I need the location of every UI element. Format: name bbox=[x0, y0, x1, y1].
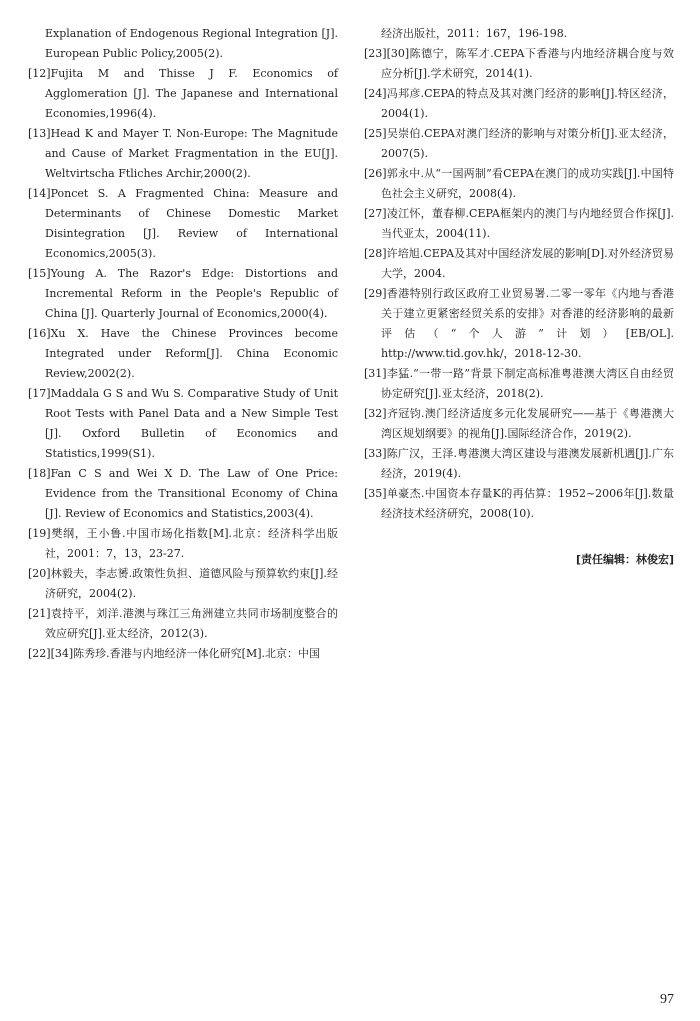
reference-text: 凌江怀，董春柳.CEPA框架内的澳门与内地经贸合作探[J].当代亚太，2004(11). bbox=[381, 207, 674, 240]
responsible-editor-note: [责任编辑：林俊宏] bbox=[575, 553, 674, 566]
page-number: 97 bbox=[660, 992, 674, 1007]
reference-entry bbox=[364, 24, 674, 44]
reference-number: [12] bbox=[28, 67, 51, 80]
reference-text: 林毅夫，李志赟.政策性负担、道德风险与预算软约束[J].经济研究，2004(2). bbox=[45, 567, 338, 600]
reference-entry bbox=[28, 264, 338, 324]
reference-entry bbox=[364, 444, 674, 484]
reference-entry bbox=[28, 464, 338, 524]
reference-text: Fan C S and Wei X D. The Law of One Price: Evidence from the Transitional Economy of China [J]. Review of Economics and Statistics,2003(4). bbox=[45, 467, 338, 520]
reference-entry bbox=[28, 604, 338, 644]
reference-entry bbox=[28, 24, 338, 64]
references-right-column bbox=[364, 24, 674, 524]
reference-text: Poncet S. A Fragmented China: Measure and Determinants of Chinese Domestic Market Disintegration [J]. Review of International Economics,2005(3). bbox=[45, 187, 338, 260]
reference-entry bbox=[364, 364, 674, 404]
reference-text: 袁持平，刘洋.港澳与珠江三角洲建立共同市场制度整合的效应研究[J].亚太经济，2012(3). bbox=[45, 607, 338, 640]
reference-number: [32] bbox=[364, 407, 387, 420]
reference-number: [18] bbox=[28, 467, 51, 480]
reference-entry bbox=[28, 384, 338, 464]
reference-entry bbox=[364, 204, 674, 244]
reference-text: 齐冠钧.澳门经济适度多元化发展研究——基于《粤港澳大湾区规划纲要》的视角[J].国际经济合作，2019(2). bbox=[381, 407, 674, 440]
reference-text: 香港特别行政区政府工业贸易署.二零一零年《内地与香港关于建立更紧密经贸关系的安排》对香港的经济影响的最新评估（“个人游”计划）[EB/OL]. http://www.tid.gov.hk/，2018-12-30. bbox=[381, 287, 674, 360]
reference-entry bbox=[364, 404, 674, 444]
reference-entry bbox=[364, 164, 674, 204]
reference-entry bbox=[364, 244, 674, 284]
references-left-column bbox=[28, 24, 338, 664]
reference-text: 陈德宁，陈军才.CEPA下香港与内地经济耦合度与效应分析[J].学术研究，2014(1). bbox=[381, 47, 674, 80]
reference-number: [14] bbox=[28, 187, 51, 200]
reference-number: [33] bbox=[364, 447, 387, 460]
reference-text: 樊纲，王小鲁.中国市场化指数[M].北京：经济科学出版社，2001：7，13，23-27. bbox=[45, 527, 338, 560]
reference-text: Fujita M and Thisse J F. Economics of Agglomeration [J]. The Japanese and International Economies,1996(4). bbox=[45, 67, 338, 120]
reference-entry bbox=[364, 284, 674, 364]
reference-entry bbox=[28, 64, 338, 124]
reference-entry bbox=[28, 124, 338, 184]
reference-text: 郭永中.从“一国两制”看CEPA在澳门的成功实践[J].中国特色社会主义研究，2008(4). bbox=[381, 167, 674, 200]
reference-entry bbox=[28, 524, 338, 564]
reference-text: 冯邦彦.CEPA的特点及其对澳门经济的影响[J].特区经济，2004(1). bbox=[381, 87, 674, 120]
reference-number: [29] bbox=[364, 287, 387, 300]
reference-number: [15] bbox=[28, 267, 51, 280]
reference-text: 许培旭.CEPA及其对中国经济发展的影响[D].对外经济贸易大学，2004. bbox=[381, 247, 674, 280]
reference-entry bbox=[28, 184, 338, 264]
reference-number: [31] bbox=[364, 367, 387, 380]
reference-number: [24] bbox=[364, 87, 387, 100]
reference-entry bbox=[28, 564, 338, 604]
reference-number: [21] bbox=[28, 607, 51, 620]
reference-text: Head K and Mayer T. Non-Europe: The Magnitude and Cause of Market Fragmentation in the EU[J]. Weltvirtscha Ftliches Archir,2000(2). bbox=[45, 127, 338, 180]
reference-entry bbox=[364, 484, 674, 524]
reference-entry bbox=[28, 644, 338, 664]
reference-number: [26] bbox=[364, 167, 387, 180]
reference-entry bbox=[28, 324, 338, 384]
reference-text: Young A. The Razor's Edge: Distortions and Incremental Reform in the People's Republic of China [J]. Quarterly Journal of Economics,2000(4). bbox=[45, 267, 338, 320]
reference-number: [23][30] bbox=[364, 47, 410, 60]
reference-number: [28] bbox=[364, 247, 387, 260]
reference-entry bbox=[364, 124, 674, 164]
reference-text: Maddala G S and Wu S. Comparative Study of Unit Root Tests with Panel Data and a New Simple Test [J]. Oxford Bulletin of Economics and Statistics,1999(S1). bbox=[45, 387, 338, 460]
reference-text: 单豪杰.中国资本存量K的再估算：1952~2006年[J].数量经济技术经济研究，2008(10). bbox=[381, 487, 674, 520]
reference-number: [25] bbox=[364, 127, 387, 140]
reference-text: Xu X. Have the Chinese Provinces become Integrated under Reform[J]. China Economic Review,2002(2). bbox=[45, 327, 338, 380]
reference-text: Explanation of Endogenous Regional Integration [J]. European Public Policy,2005(2). bbox=[45, 27, 338, 60]
reference-number: [27] bbox=[364, 207, 387, 220]
reference-text: 陈秀珍.香港与内地经济一体化研究[M].北京：中国 bbox=[73, 647, 321, 660]
reference-number: [20] bbox=[28, 567, 51, 580]
reference-text: 李猛.“一带一路”背景下制定高标准粤港澳大湾区自由经贸协定研究[J].亚太经济，2018(2). bbox=[381, 367, 674, 400]
reference-number: [35] bbox=[364, 487, 387, 500]
reference-number: [17] bbox=[28, 387, 51, 400]
reference-text: 吴崇伯.CEPA对澳门经济的影响与对策分析[J].亚太经济，2007(5). bbox=[381, 127, 674, 160]
reference-entry bbox=[364, 84, 674, 124]
reference-text: 陈广汉，王泽.粤港澳大湾区建设与港澳发展新机遇[J].广东经济，2019(4). bbox=[381, 447, 674, 480]
reference-number: [19] bbox=[28, 527, 51, 540]
reference-entry bbox=[364, 44, 674, 84]
reference-number: [16] bbox=[28, 327, 51, 340]
reference-number: [22][34] bbox=[28, 647, 74, 660]
reference-text: 经济出版社，2011：167，196-198. bbox=[381, 27, 568, 40]
reference-number: [13] bbox=[28, 127, 51, 140]
